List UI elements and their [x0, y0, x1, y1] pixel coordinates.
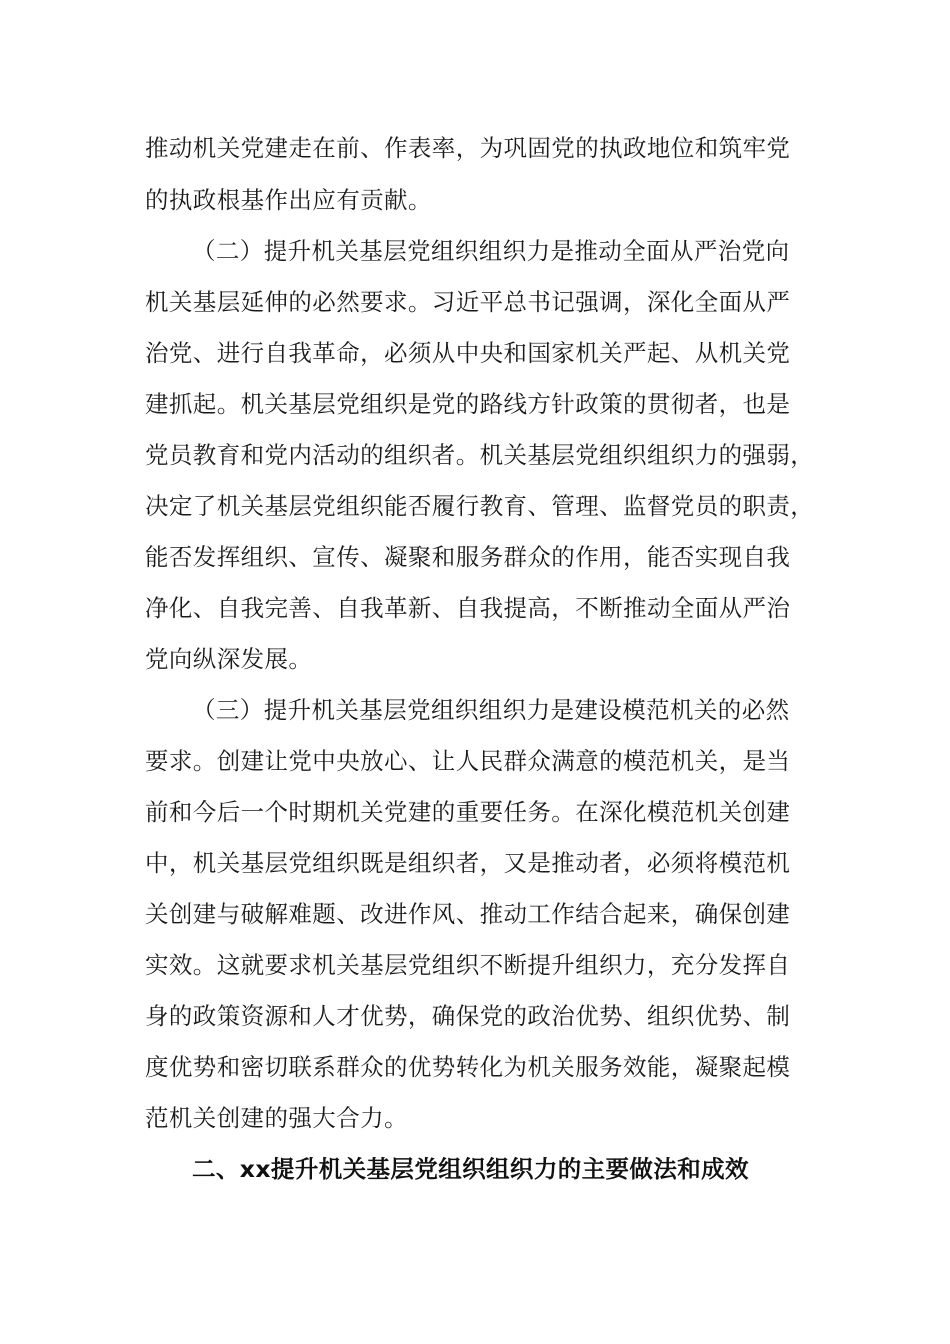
paragraph-line: 净化、自我完善、自我革新、自我提高，不断推动全面从严治: [145, 594, 791, 622]
paragraph-line: 前和今后一个时期机关党建的重要任务。在深化模范机关创建: [145, 798, 791, 826]
paragraph-line: （三）提升机关基层党组织组织力是建设模范机关的必然: [192, 696, 790, 724]
paragraph-line: 治党、进行自我革命，必须从中央和国家机关严起、从机关党: [145, 339, 791, 367]
paragraph-line: （二）提升机关基层党组织组织力是推动全面从严治党向: [192, 237, 790, 265]
paragraph-line: 度优势和密切联系群众的优势转化为机关服务效能，凝聚起模: [145, 1053, 791, 1081]
paragraph-line: 身的政策资源和人才优势，确保党的政治优势、组织优势、制: [145, 1002, 791, 1030]
paragraph-line: 的执政根基作出应有贡献。: [145, 186, 432, 214]
paragraph-line: 决定了机关基层党组织能否履行教育、管理、监督党员的职责，: [145, 492, 815, 520]
paragraph-line: 能否发挥组织、宣传、凝聚和服务群众的作用，能否实现自我: [145, 543, 791, 571]
paragraph-line: 要求。创建让党中央放心、让人民群众满意的模范机关，是当: [145, 747, 791, 775]
paragraph-line: 推动机关党建走在前、作表率，为巩固党的执政地位和筑牢党: [145, 134, 791, 162]
paragraph-line: 关创建与破解难题、改进作风、推动工作结合起来，确保创建: [145, 900, 791, 928]
paragraph-line: 机关基层延伸的必然要求。习近平总书记强调，深化全面从严: [145, 288, 791, 316]
paragraph-line: 党员教育和党内活动的组织者。机关基层党组织组织力的强弱，: [145, 441, 815, 469]
paragraph-line: 实效。这就要求机关基层党组织不断提升组织力，充分发挥自: [145, 951, 791, 979]
paragraph-line: 党向纵深发展。: [145, 645, 313, 673]
paragraph-line: 中，机关基层党组织既是组织者，又是推动者，必须将模范机: [145, 849, 791, 877]
paragraph-line: 建抓起。机关基层党组织是党的路线方针政策的贯彻者，也是: [145, 390, 791, 418]
section-heading: 二、xx提升机关基层党组织组织力的主要做法和成效: [192, 1155, 749, 1183]
paragraph-line: 范机关创建的强大合力。: [145, 1104, 408, 1132]
